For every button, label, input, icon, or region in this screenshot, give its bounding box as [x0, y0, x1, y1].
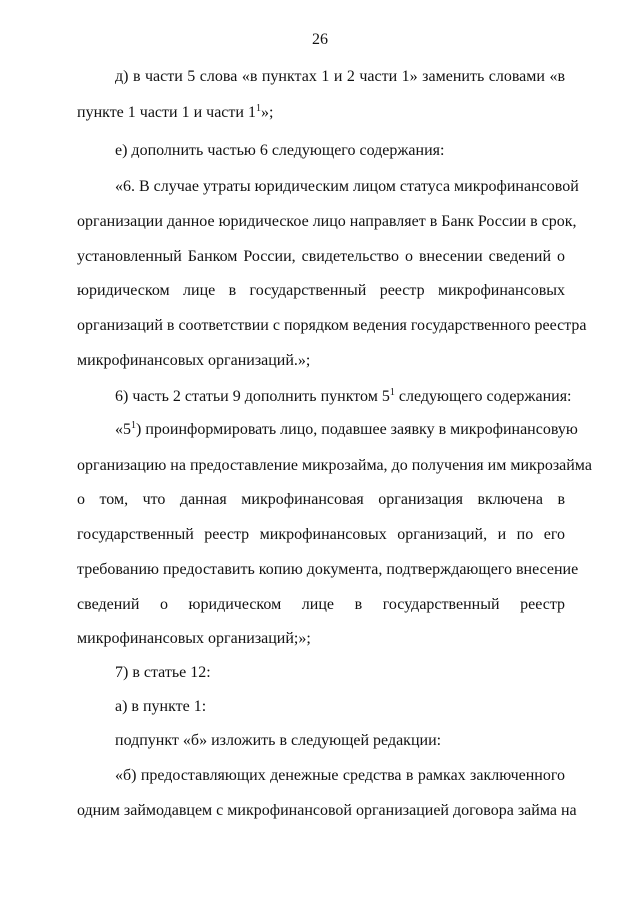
text-line: юридическом лице в государственный реестр микрофинансовых — [77, 282, 565, 299]
text-line: «б) предоставляющих денежные средства в рамках заключенного — [115, 767, 565, 784]
text-line: «6. В случае утраты юридическим лицом статуса микрофинансовой — [115, 178, 579, 195]
text-line: о том, что данная микрофинансовая организация включена в — [77, 491, 565, 508]
text-line: д) в части 5 слова «в пунктах 1 и 2 части 1» заменить словами «в — [115, 68, 565, 85]
text-line: «$5^1$) проинформировать лицо, подавшее заявку в микрофинансовую — [115, 420, 578, 438]
text-line: пункте 1 части 1 и части $1^1$»; — [77, 103, 274, 121]
text-line: подпункт «б» изложить в следующей редакции: — [115, 732, 442, 749]
text-line: микрофинансовых организаций.»; — [77, 352, 311, 369]
text-line: 7) в статье 12: — [115, 664, 211, 681]
text-line: организаций в соответствии с порядком ведения государственного реестра — [77, 317, 587, 334]
text-line: требованию предоставить копию документа, подтверждающего внесение — [77, 561, 579, 578]
text-line: установленный Банком России, свидетельство о внесении сведений о — [77, 248, 565, 265]
text-line: микрофинансовых организаций;»; — [77, 630, 311, 647]
text-line: организацию на предоставление микрозайма, до получения им микрозайма — [77, 457, 592, 474]
text-line: сведений о юридическом лице в государственный реестр — [77, 596, 565, 613]
text-line: государственный реестр микрофинансовых организаций, и по его — [77, 526, 565, 543]
superscript: 1 — [389, 387, 395, 398]
page-number: 26 — [312, 31, 328, 48]
text-line: одним займодавцем с микрофинансовой организацией договора займа на — [77, 802, 577, 819]
text-line: 6) часть 2 статьи 9 дополнить пунктом $5^1$ следующего содержания: — [115, 387, 572, 405]
text-line: а) в пункте 1: — [115, 698, 207, 715]
superscript: 1 — [255, 103, 261, 114]
text-line: организации данное юридическое лицо направляет в Банк России в срок, — [77, 213, 577, 230]
text-line: е) дополнить частью 6 следующего содержания: — [115, 142, 445, 159]
superscript: 1 — [131, 420, 136, 431]
